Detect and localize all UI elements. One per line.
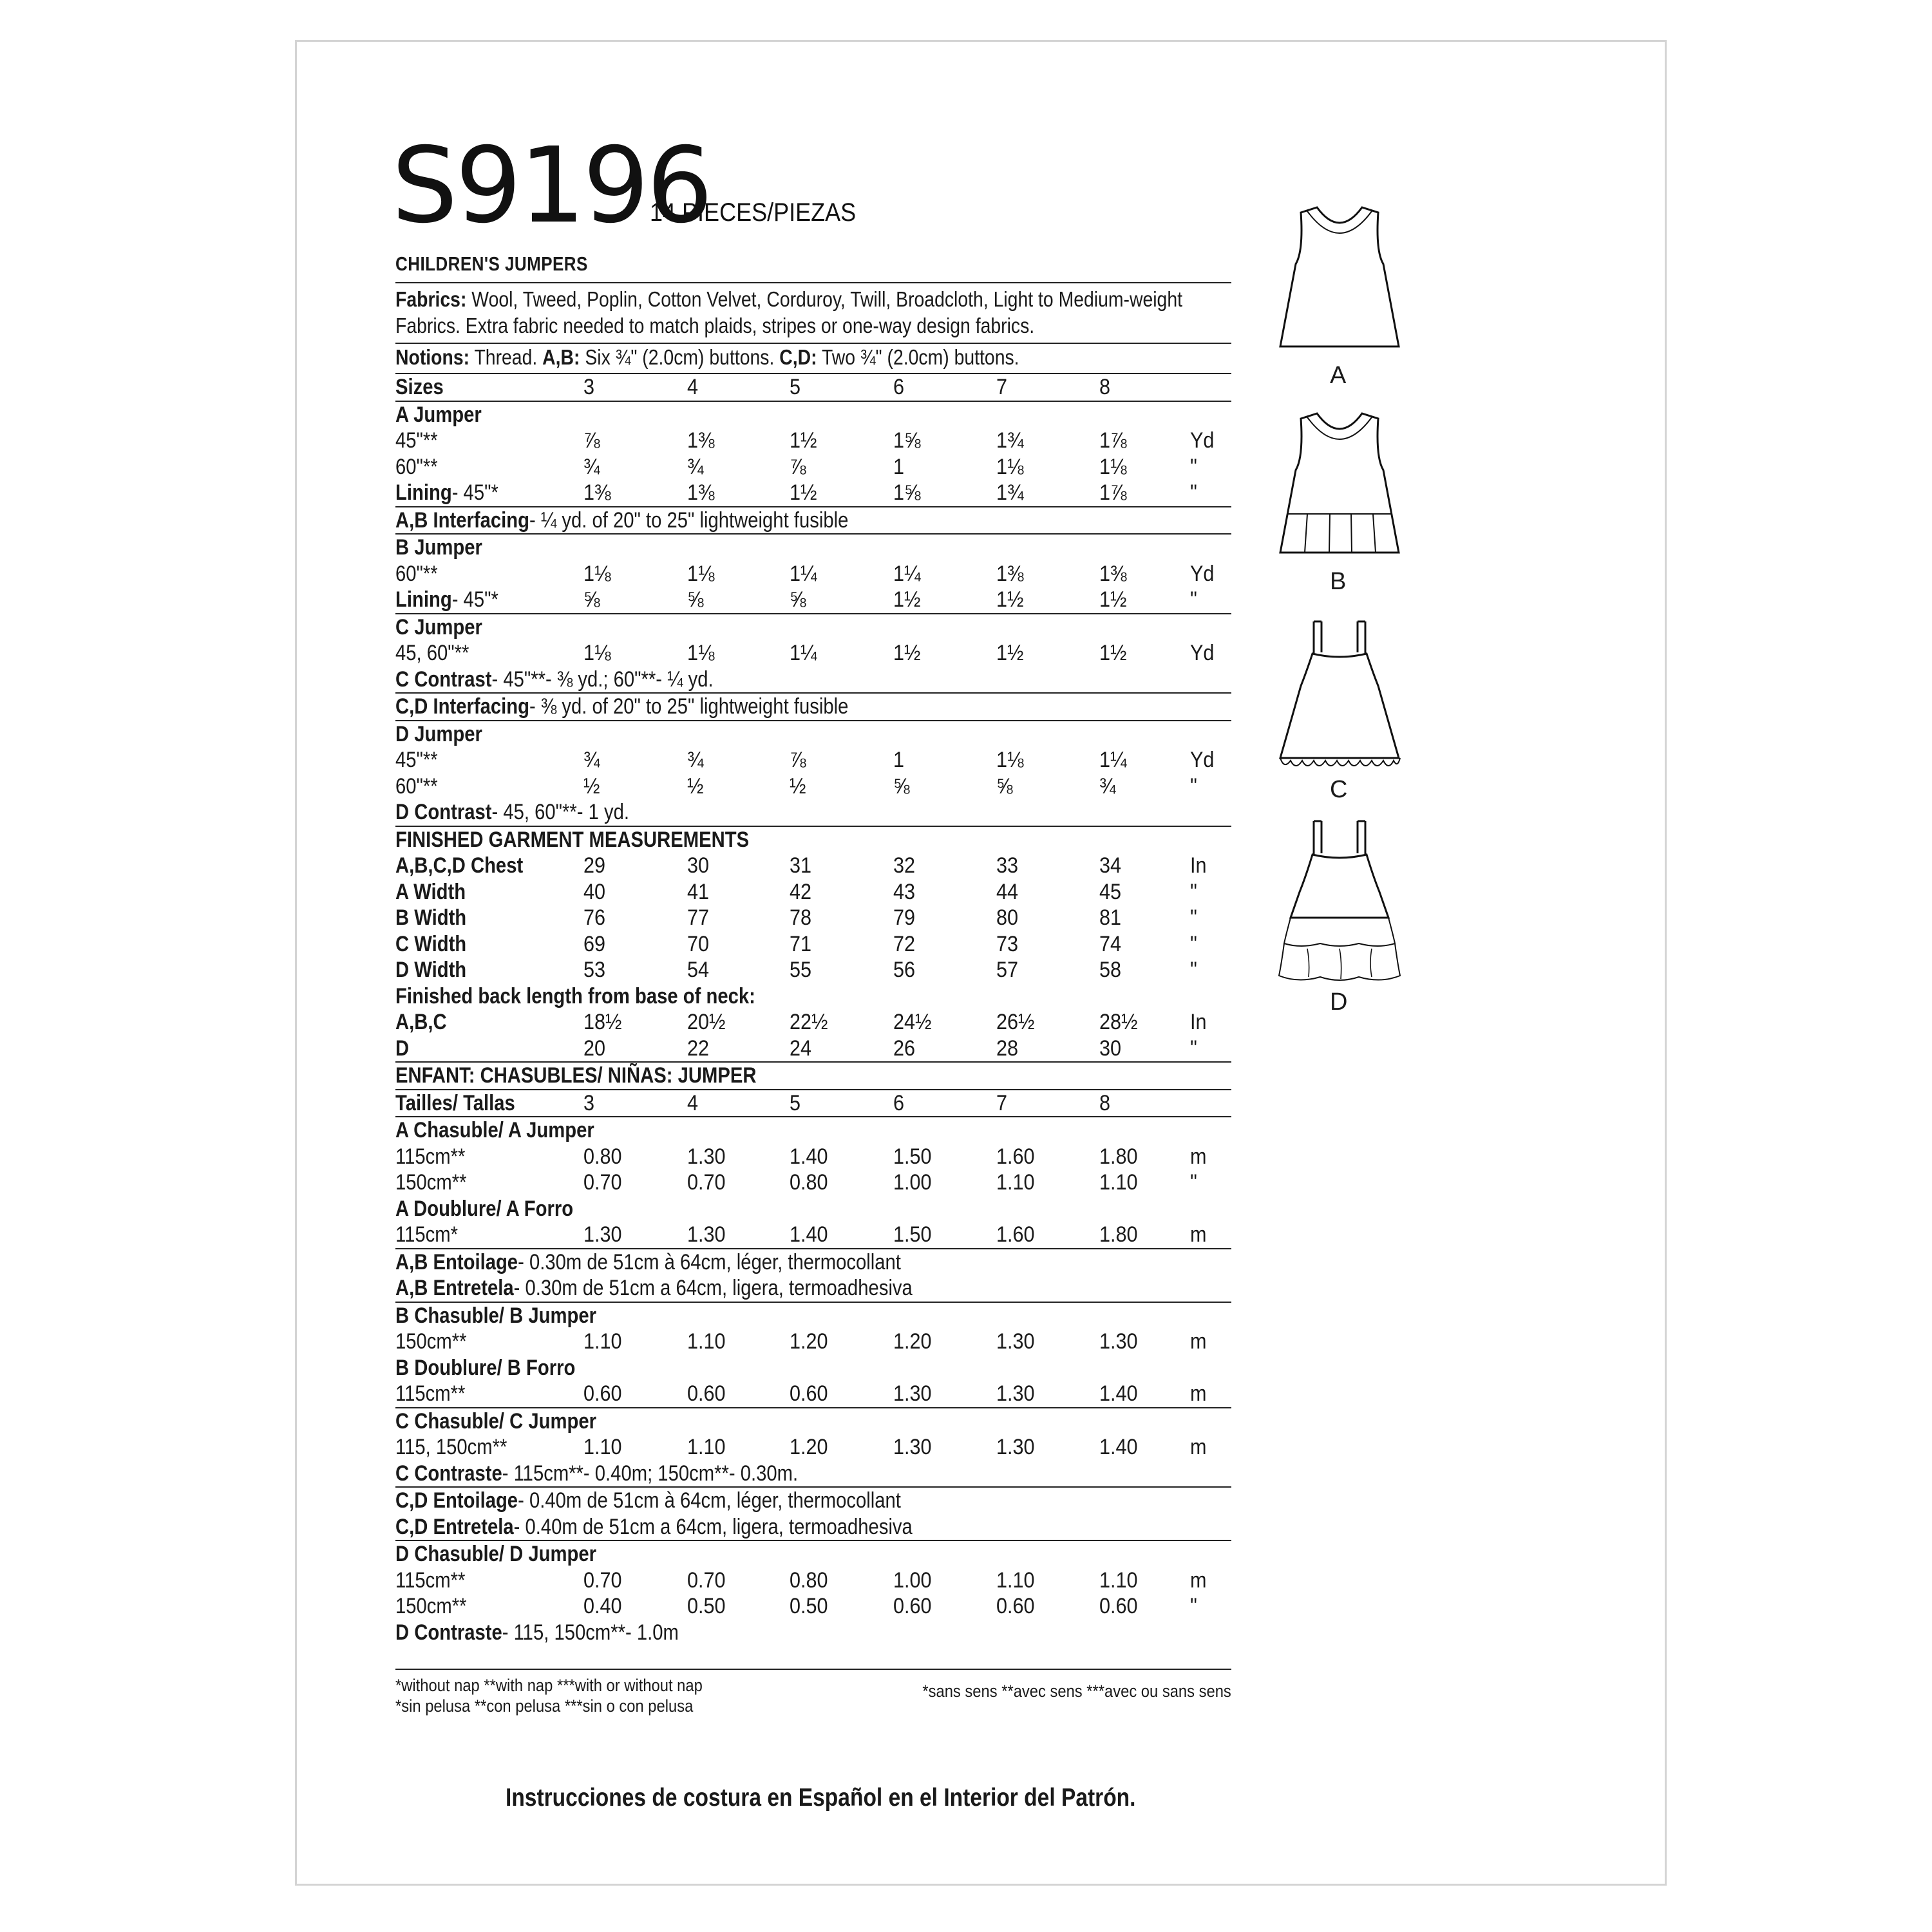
contrast-row: D Contraste- 115, 150cm**- 1.0m [395, 1620, 679, 1645]
table-row: 60"** ¾ ¾ ⅞ 1 1⅛ 1⅛ " [395, 454, 1197, 479]
fabrics-note: Fabrics: Wool, Tweed, Poplin, Cotton Velvet, Corduroy, Twill, Broadcloth, Light to Medium-weight Fabrics. Extra fabric needed to match plaids, stripes or one-way design fabrics. [395, 287, 1182, 337]
view-label-b: B [1330, 568, 1347, 595]
pattern-number: S9196 [392, 126, 711, 247]
metric-heading: ENFANT: CHASUBLES/ NIÑAS: JUMPER [395, 1063, 757, 1088]
interfacing-row: A,B Interfacing- ¼ yd. of 20" to 25" lightweight fusible [395, 507, 849, 533]
jumper-c-drawing [1262, 615, 1417, 789]
footnote-en: *without nap **with nap ***with or without nap [395, 1676, 703, 1695]
table-row: B Width 76 77 78 79 80 81 " [395, 905, 1197, 930]
jumper-b-drawing [1262, 406, 1417, 573]
section-heading: B Jumper [395, 535, 482, 560]
jumper-d-drawing [1262, 815, 1417, 1008]
table-row: 60"** ½ ½ ½ ⅝ ⅝ ¾ " [395, 773, 1197, 799]
table-row: D 20 22 24 26 28 30 " [395, 1036, 1197, 1061]
metric-sizes-row: Tailles/ Tallas 3 4 5 6 7 8 [395, 1090, 1111, 1115]
pieces-count: 14 PIECES/PIEZAS [650, 198, 857, 227]
table-row: A,B,C,D Chest 29 30 31 32 33 34 In [395, 853, 1207, 878]
back-length-heading: Finished back length from base of neck: [395, 983, 755, 1009]
interfacing-row: C,D Entretela- 0.40m de 51cm a 64cm, ligera, termoadhesiva [395, 1514, 913, 1539]
table-row: Lining- 45"* ⅝ ⅝ ⅝ 1½ 1½ 1½ " [395, 587, 1197, 612]
section-heading: B Chasuble/ B Jumper [395, 1303, 596, 1328]
view-label-a: A [1330, 362, 1347, 389]
contrast-row: C Contrast- 45"**- ⅜ yd.; 60"**- ¼ yd. [395, 667, 714, 692]
table-row: 150cm** 1.10 1.10 1.20 1.20 1.30 1.30 m [395, 1329, 1207, 1354]
view-label-c: C [1330, 776, 1348, 803]
interfacing-row: C,D Interfacing- ⅜ yd. of 20" to 25" lightweight fusible [395, 694, 849, 719]
table-row: 60"** 1⅛ 1⅛ 1¼ 1¼ 1⅜ 1⅜ Yd [395, 561, 1215, 586]
section-heading: A Doublure/ A Forro [395, 1196, 574, 1221]
table-row: 115cm* 1.30 1.30 1.40 1.50 1.60 1.80 m [395, 1222, 1207, 1247]
table-row: 150cm** 0.40 0.50 0.50 0.60 0.60 0.60 " [395, 1594, 1197, 1618]
measurements-heading: FINISHED GARMENT MEASUREMENTS [395, 827, 750, 852]
spanish-instructions-note: Instrucciones de costura en Español en el Interior del Patrón. [506, 1784, 1136, 1812]
interfacing-row: A,B Entretela- 0.30m de 51cm a 64cm, ligera, termoadhesiva [395, 1276, 913, 1300]
contrast-row: D Contrast- 45, 60"**- 1 yd. [395, 800, 630, 824]
sizes-header-row: Sizes 3 4 5 6 7 8 [395, 375, 1111, 399]
notions-note: Notions: Thread. A,B: Six ¾" (2.0cm) buttons. C,D: Two ¾" (2.0cm) buttons. [395, 345, 1019, 369]
table-row: 115cm** 0.70 0.70 0.80 1.00 1.10 1.10 m [395, 1567, 1207, 1593]
interfacing-row: C,D Entoilage- 0.40m de 51cm à 64cm, léger, thermocollant [395, 1488, 901, 1513]
table-row: 45, 60"** 1⅛ 1⅛ 1¼ 1½ 1½ 1½ Yd [395, 641, 1215, 665]
table-row: 45"** ¾ ¾ ⅞ 1 1⅛ 1¼ Yd [395, 748, 1215, 772]
table-row: Lining- 45"* 1⅜ 1⅜ 1½ 1⅝ 1¾ 1⅞ " [395, 480, 1197, 505]
table-row: 45"** ⅞ 1⅜ 1½ 1⅝ 1¾ 1⅞ Yd [395, 428, 1215, 453]
footnote-es: *sin pelusa **con pelusa ***sin o con pelusa [395, 1696, 694, 1716]
table-row: C Width 69 70 71 72 73 74 " [395, 931, 1197, 956]
table-row: 115cm** 0.60 0.60 0.60 1.30 1.30 1.40 m [395, 1381, 1207, 1406]
table-row: A Width 40 41 42 43 44 45 " [395, 879, 1197, 904]
section-heading: A Chasuble/ A Jumper [395, 1118, 594, 1142]
section-heading: B Doublure/ B Forro [395, 1355, 576, 1380]
table-row: D Width 53 54 55 56 57 58 " [395, 958, 1197, 982]
contrast-row: C Contraste- 115cm**- 0.40m; 150cm**- 0.30m. [395, 1461, 799, 1486]
section-heading: D Jumper [395, 721, 482, 746]
jumper-a-drawing [1262, 193, 1417, 361]
footnotes [395, 1670, 1231, 1721]
section-heading: A Jumper [395, 402, 482, 427]
yardage-column [395, 250, 1231, 1721]
interfacing-row: A,B Entoilage- 0.30m de 51cm à 64cm, léger, thermocollant [395, 1249, 901, 1274]
section-heading: D Chasuble/ D Jumper [395, 1542, 596, 1566]
table-row: 150cm** 0.70 0.70 0.80 1.00 1.10 1.10 " [395, 1170, 1197, 1195]
view-label-d: D [1330, 989, 1348, 1016]
table-row: 115, 150cm** 1.10 1.10 1.20 1.30 1.30 1.40 m [395, 1435, 1207, 1459]
section-heading: C Jumper [395, 614, 482, 639]
footnote-fr: *sans sens **avec sens ***avec ou sans sens [922, 1681, 1231, 1701]
table-row: A,B,C 18½ 20½ 22½ 24½ 26½ 28½ In [395, 1010, 1207, 1034]
pattern-title: CHILDREN'S JUMPERS [395, 252, 588, 275]
table-row: 115cm** 0.80 1.30 1.40 1.50 1.60 1.80 m [395, 1144, 1207, 1169]
section-heading: C Chasuble/ C Jumper [395, 1408, 596, 1434]
